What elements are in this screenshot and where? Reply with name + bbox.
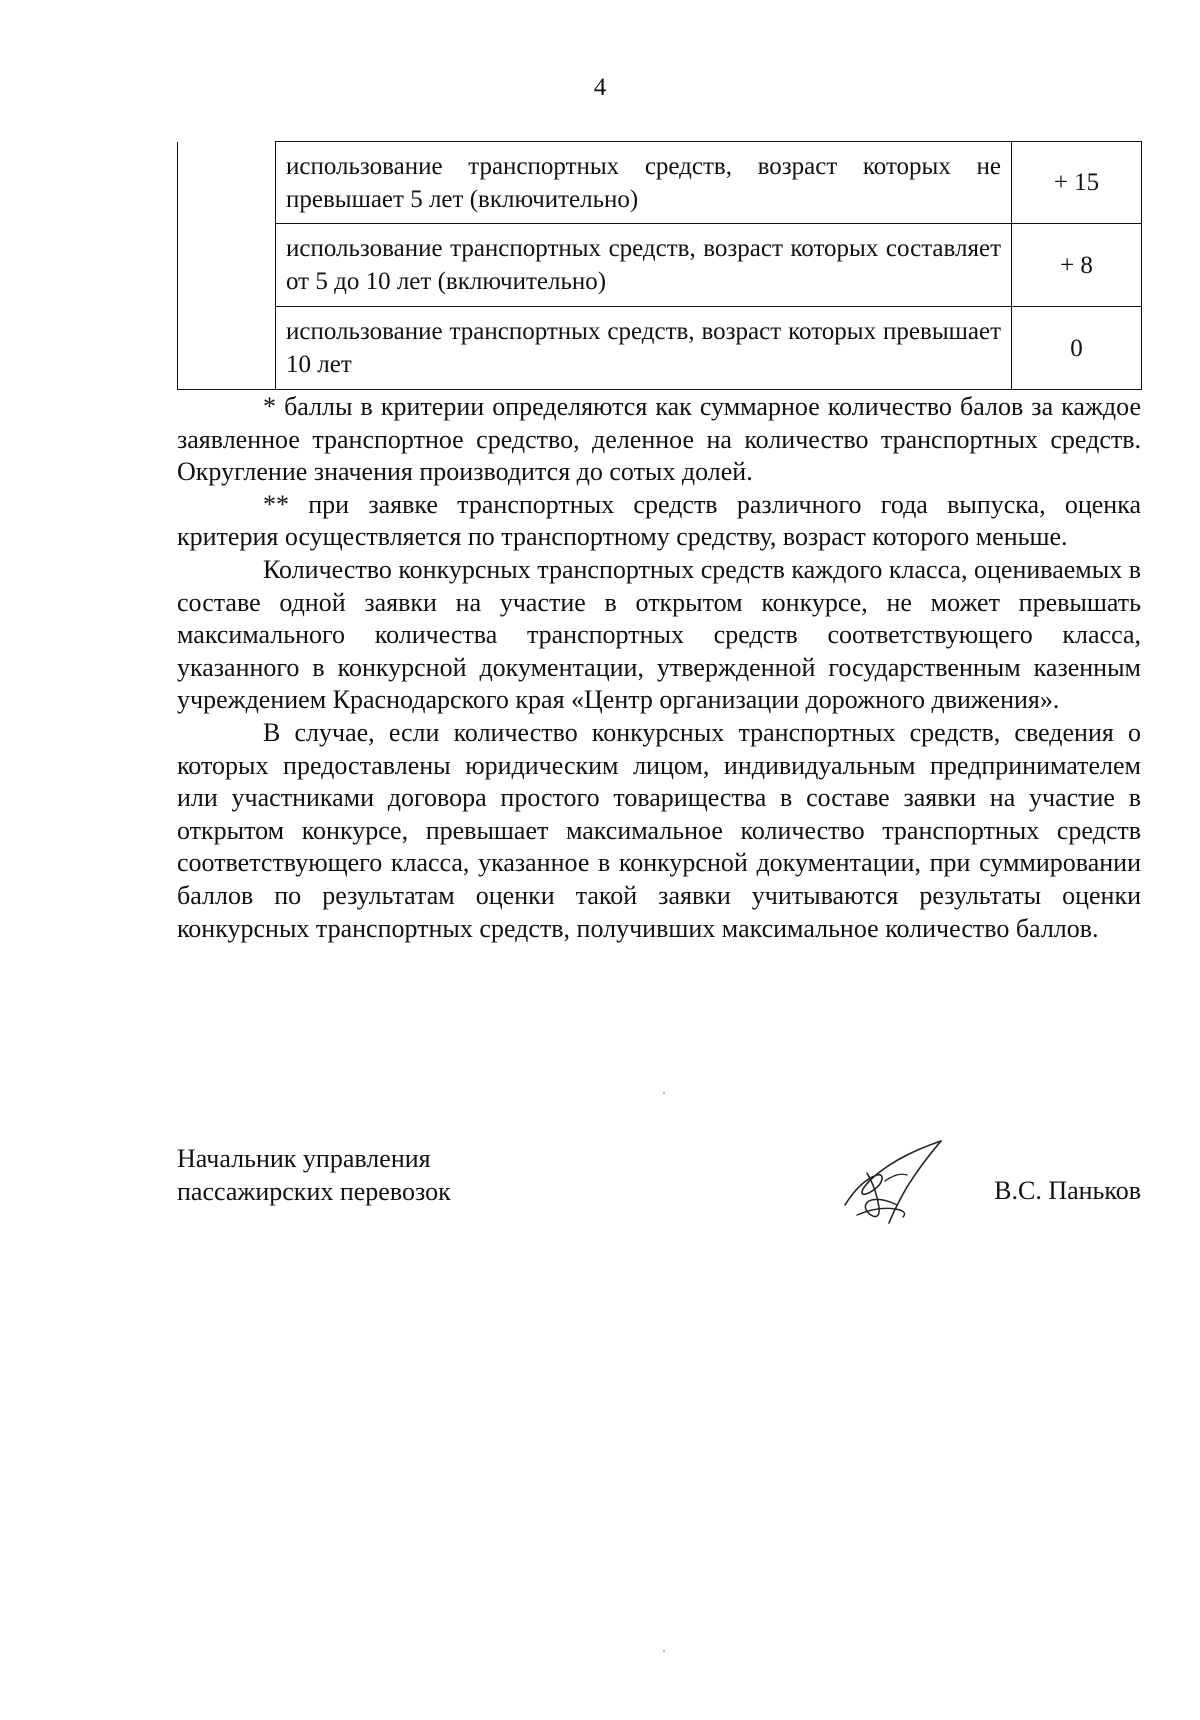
scan-speck [663,1092,665,1094]
signer-name: В.С. Паньков [994,1176,1141,1205]
table-cell-score: 0 [1012,307,1142,390]
signer-position-line-2: пассажирских перевозок [177,1176,451,1206]
criteria-table [177,141,1142,390]
signer-position [177,1143,451,1208]
paragraph-vehicle-limit: Количество конкурсных транспортных средств каждого класса, оцениваемых в составе одной заявки на участие в открытом конкурсе, не может превышать максимального количества транспортных средств соответствующего класса, указанного в конкурсной документации, утвержденной государственным казенным учреждением Краснодарского края «Центр организации дорожного движения». [177,554,1141,715]
scan-speck [663,1650,665,1652]
paragraph-excess-vehicles: В случае, если количество конкурсных транспортных средств, сведения о которых предоставлены юридическим лицом, индивидуальным предпринимателем или участниками договора простого товарищества в составе заявки на участие в открытом конкурсе, превышает максимальное количество транспортных средств соответствующего класса, указанное в конкурсной документации, при суммировании баллов по результатам оценки такой заявки учитываются результаты оценки конкурсных транспортных средств, получивших максимальное количество баллов. [177,717,1141,943]
table-cell-description: использование транспортных средств, возраст которых не превышает 5 лет (включительно) [276,142,1012,224]
table-cell-score: + 8 [1012,224,1142,307]
table-row [178,307,1142,390]
table-row [178,142,1142,224]
body-text [177,391,1141,945]
table-row [178,224,1142,307]
handwritten-signature [837,1135,949,1229]
signature-block [177,1143,1141,1273]
page-number: 4 [593,74,607,101]
signer-position-line-1: Начальник управления [177,1144,431,1173]
table-cell-empty [178,142,276,390]
table-cell-description: использование транспортных средств, возраст которых превышает 10 лет [276,307,1012,390]
footnote-double-asterisk: ** при заявке транспортных средств различного года выпуска, оценка критерия осуществляется по транспортному средству, возраст которого меньше. [177,489,1141,552]
table-cell-score: + 15 [1012,142,1142,224]
table-cell-description: использование транспортных средств, возраст которых составляет от 5 до 10 лет (включительно) [276,224,1012,307]
footnote-single-asterisk: * баллы в критерии определяются как суммарное количество балов за каждое заявленное транспортное средство, деленное на количество транспортных средств. Округление значения производится до сотых долей. [177,392,1141,487]
